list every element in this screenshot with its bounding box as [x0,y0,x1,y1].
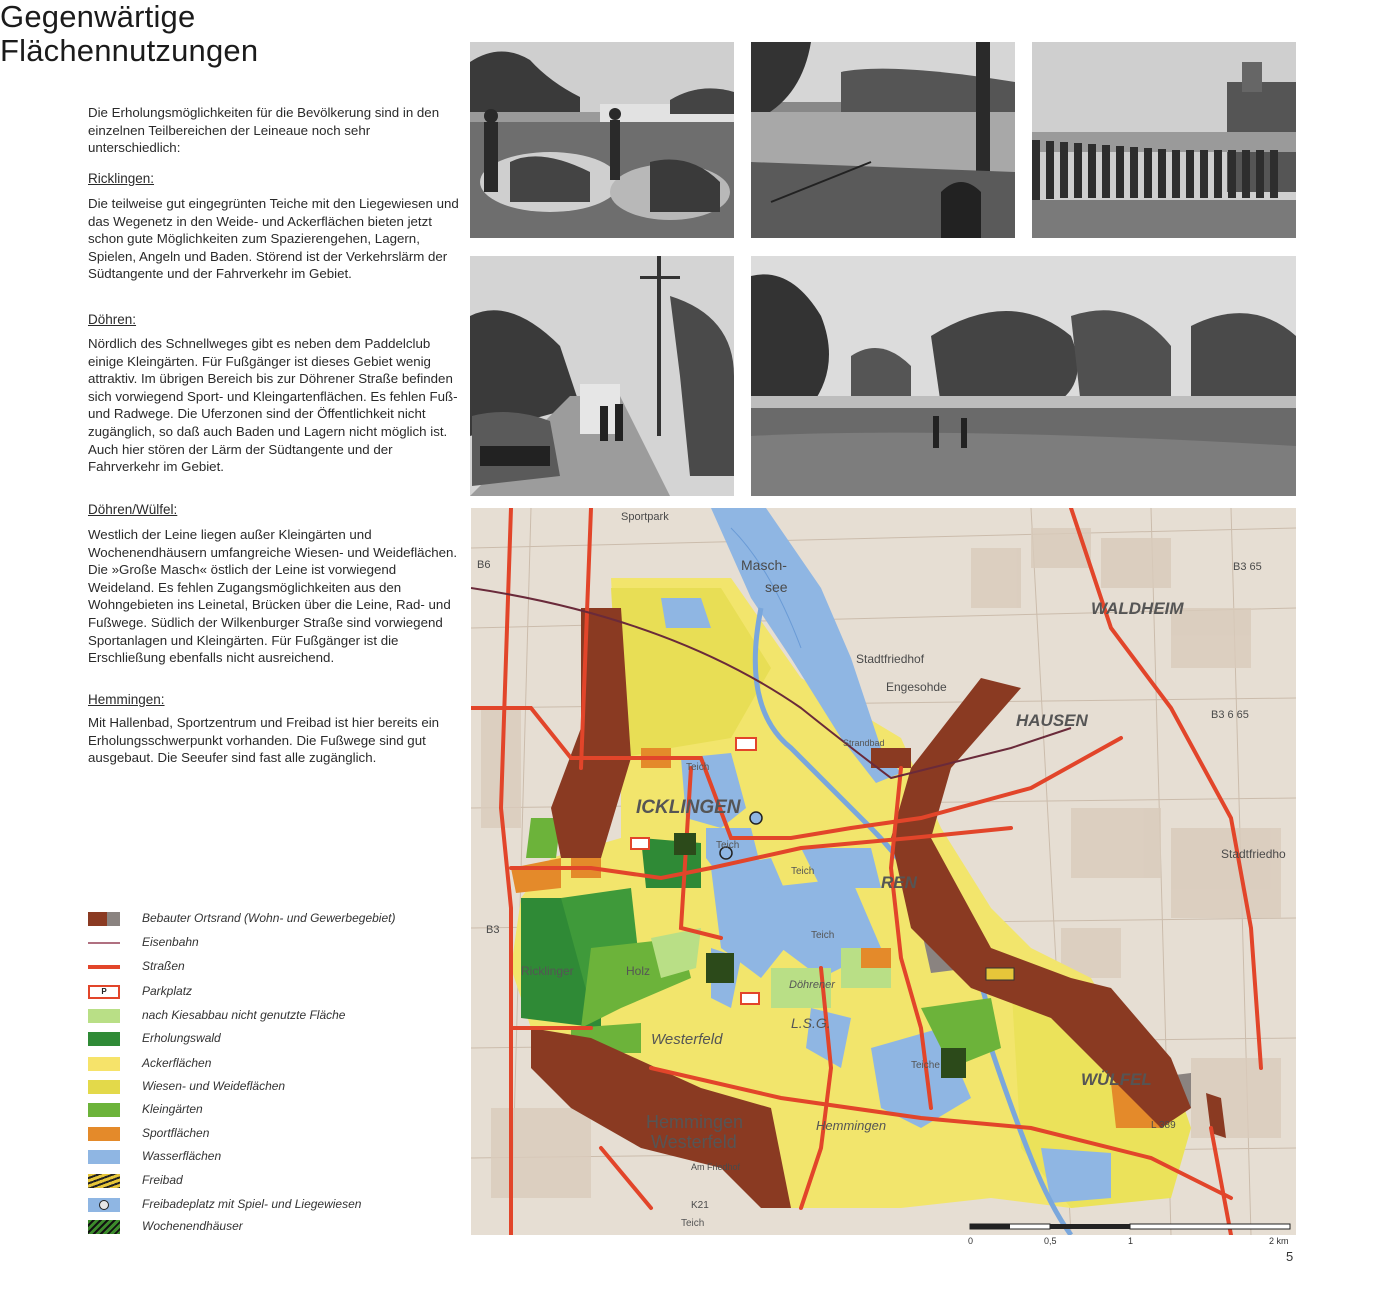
map-label-doehrener: Döhrener [789,979,835,991]
section-heading-doehren-wuelfel: Döhren/Wülfel: [88,502,178,517]
map-label-waldheim: WALDHEIM [1091,599,1184,618]
photo-road-cyclists [470,256,734,496]
section-heading-ricklingen: Ricklingen: [88,171,155,186]
map-label-l389: L 389 [1151,1120,1176,1131]
map-label-stadtfriedhof-2: Stadtfriedho [1221,847,1286,861]
map-label-k21: K21 [691,1200,709,1211]
map-label-wuelfel: WÜLFEL [1081,1070,1152,1089]
legend-swatch [88,942,120,944]
parking-icon: P [88,985,120,999]
legend-swatch [88,1057,120,1071]
photo-picnic-group [470,42,734,238]
scale-bar [966,1222,1296,1262]
map-label-strandbad: Strandbad [843,738,885,748]
map-label-teich-4: Teich [811,930,835,941]
map-label-hemmingen-2: Westerfeld [651,1132,737,1152]
map-label-ricklingen: ICKLINGEN [636,797,741,818]
photo-fence-garden [1032,42,1296,238]
map-label-hemmingen-italic: Hemmingen [816,1118,887,1133]
legend-swatch [88,1220,120,1234]
section-heading-doehren: Döhren: [88,312,137,327]
map-label-b365a: B3 65 [1233,561,1262,573]
map-label-masch: Masch- [741,557,787,573]
map-label-ricklinger-1: Ricklinger [521,964,574,978]
page-number: 5 [1286,1249,1294,1264]
map-label-teiche: Teiche [911,1060,940,1071]
map-label-ricklinger-2: Holz [626,964,651,978]
legend-swatch [88,1103,120,1117]
map-label-teich-s: Teich [681,1218,705,1229]
legend-swatch [88,1032,120,1046]
map-label-teich-1: Teich [686,762,710,773]
map-label-hemmingen-1: Hemmingen [646,1112,744,1132]
map-label-ren: REN [881,873,917,892]
section-text-doehren: Nördlich des Schnellweges gibt es neben dem Paddelclub einige Kleingärten. Für Fußgänger ist dieses Gebiet wenig attraktiv. Im übrigen Bereich bis zur Döhrener Straße befinden sich vorwiegend Sport- und Kleingartenflächen. Es fehlen Fuß- und Radwege. Die Uferzonen sind der Öffentlichkeit nicht zugänglich, so daß auch Baden und Lagern nicht möglich ist. Auch hier stören der Lärm der Südtangente und der Fahrverkehr im Gebiet. [88,336,458,475]
legend-swatch [88,912,120,926]
map-label-b6: B6 [477,559,491,571]
section-text-hemmingen: Mit Hallenbad, Sportzentrum und Freibad ist hier bereits ein Erholungsschwerpunkt vorhanden. Die Fußwege sind gut ausgebaut. Die Seeufer sind fast alle zugänglich. [88,715,440,766]
map-label-sportpark: Sportpark [621,511,669,523]
section-heading-hemmingen: Hemmingen: [88,692,165,707]
title-line-2: Flächennutzungen [0,33,259,68]
map-label-lsg: L.S.G. [791,1015,831,1031]
section-text-ricklingen: Die teilweise gut eingegrünten Teiche mit den Liegewiesen und das Wegenetz in den Weide- und Ackerflächen bieten jetzt schon gute Möglichkeiten zum Spazierengehen, Lagern, Spielen, Angeln und Baden. Störend ist der Verkehrslärm der Südtangente und der Fahrverkehr im Gebiet. [88,196,459,282]
intro-paragraph: Die Erholungsmöglichkeiten für die Bevölkerung sind in den einzelnen Teilbereichen der Leineaue noch sehr unterschiedlich: [88,105,440,156]
map-label-b365b: B3 6 65 [1211,709,1249,721]
map-label-westerfeld: Westerfeld [651,1031,723,1048]
map-label-teich-2: Teich [716,840,740,851]
legend-swatch [88,1174,120,1188]
photo-meadow-trees [751,256,1296,496]
map-label-b3: B3 [486,924,500,936]
scale-tick-05: 0,5 [1044,1236,1057,1246]
scale-tick-1: 1 [1128,1236,1134,1246]
map-label-see: see [765,579,788,595]
map-label-hausen: HAUSEN [1016,711,1088,730]
page-title [0,0,380,68]
swim-icon [88,1198,120,1212]
photo-angler-pond [751,42,1015,238]
legend-swatch [88,965,120,969]
legend-swatch [88,1150,120,1164]
map-label-engesohde: Engesohde [886,680,947,694]
map-label-am-friedhof: Am Friedhof [691,1162,741,1172]
legend-swatch [88,1009,120,1023]
title-line-1: Gegenwärtige [0,0,196,34]
section-text-doehren-wuelfel: Westlich der Leine liegen außer Kleingärten und Wochenendhäusern umfangreiche Wiesen- und Weideflächen. Die »Große Masch« östlich der Leine ist vorwiegend Weideland. Es fehlen Zugangsmöglichkeiten aus den Wohngebieten ins Leinetal, Brücken über die Leine, Rad- und Fußwege. Südlich der Wilkenburger Straße sind vorwiegend Sportanlagen und Kleingärten. Für Fußgänger ist die Erschließung ebenfalls nicht ausreichend. [88,527,458,666]
map-label-teich-3: Teich [791,866,815,877]
land-use-map [471,508,1296,1235]
scale-tick-0: 0 [968,1236,974,1246]
scale-tick-2: 2 km [1269,1236,1289,1246]
map-label-stadtfriedhof-1: Stadtfriedhof [856,652,925,666]
legend-swatch [88,1127,120,1141]
legend-swatch [88,1080,120,1094]
